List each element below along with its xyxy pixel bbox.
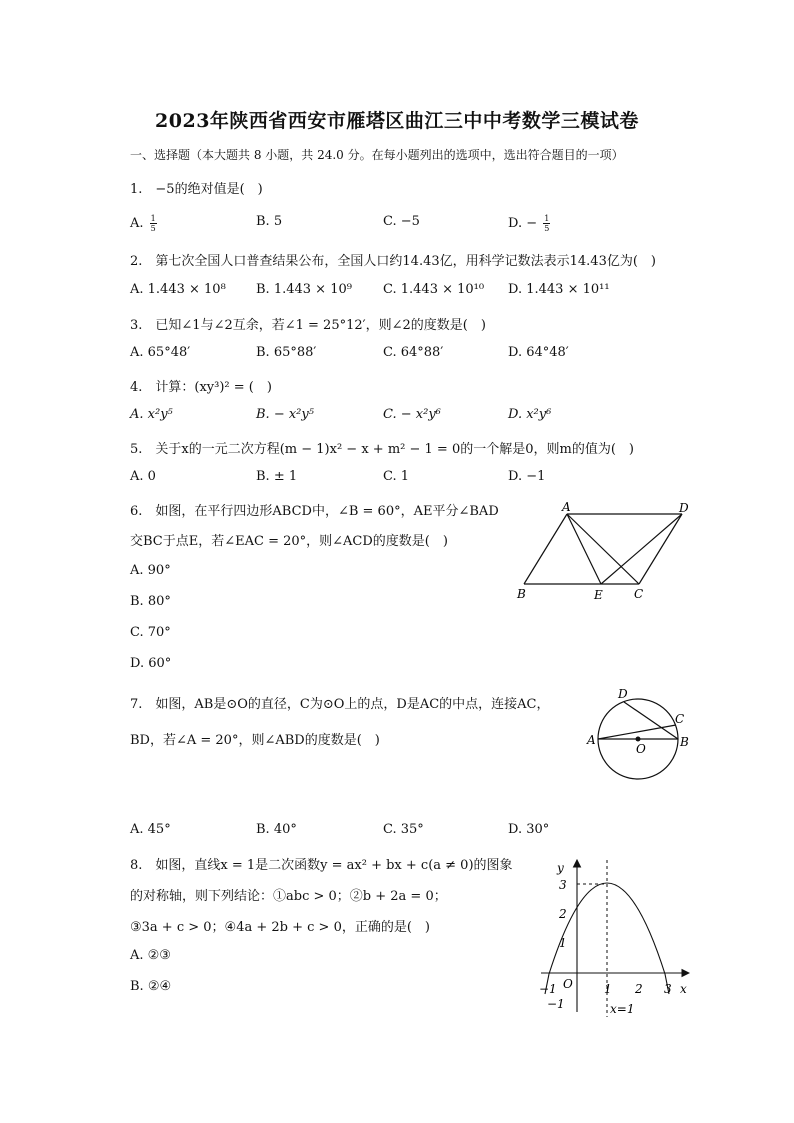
q8-stem-line3: ③3a + c > 0；④4a + 2b + c > 0，正确的是( ) xyxy=(130,920,430,935)
q1-option-c: C. −5 xyxy=(383,214,420,229)
q6-option-a: A. 90° xyxy=(130,563,171,578)
segment-ac xyxy=(567,514,639,584)
q2-option-a: A. 1.443 × 10⁸ xyxy=(130,282,226,297)
q3-option-d: D. 64°48′ xyxy=(508,345,569,360)
fraction-numerator: 1 xyxy=(544,214,550,223)
q4-option-d: D. x²y⁶ xyxy=(508,407,552,422)
q4-option-a: A. x²y⁵ xyxy=(130,407,173,422)
q6-option-b: B. 80° xyxy=(130,594,171,609)
fraction xyxy=(150,214,157,233)
q5-option-a: A. 0 xyxy=(130,469,156,484)
label-a: A xyxy=(587,733,596,747)
label-b: B xyxy=(517,587,526,601)
segment-ab xyxy=(524,514,567,584)
label-x: x xyxy=(680,982,687,996)
q7-stem-line2: BD，若∠A = 20°，则∠ABD的度数是( ) xyxy=(130,733,380,748)
fraction-numerator: 1 xyxy=(150,214,156,223)
q7-option-d: D. 30° xyxy=(508,822,550,837)
q7-option-b: B. 40° xyxy=(256,822,297,837)
q7-stem-line1: 7. 如图，AB是⊙O的直径，C为⊙O上的点，D是AC的中点，连接AC， xyxy=(130,697,550,712)
q7-option-a: A. 45° xyxy=(130,822,171,837)
q1-stem: 1. −5的绝对值是( ) xyxy=(130,182,263,197)
fraction-denominator: 5 xyxy=(544,224,550,233)
q5-option-c: C. 1 xyxy=(383,469,410,484)
q3-option-b: B. 65°88′ xyxy=(256,345,317,360)
tick-y2: 2 xyxy=(559,907,567,921)
q5-option-b: B. ± 1 xyxy=(256,469,298,484)
q1-option-a xyxy=(130,214,159,233)
q6-option-c: C. 70° xyxy=(130,625,171,640)
label-origin: O xyxy=(563,977,573,991)
q3-stem: 3. 已知∠1与∠2互余，若∠1 = 25°12′，则∠2的度数是( ) xyxy=(130,318,486,333)
label-a: A xyxy=(562,500,571,514)
label-c: C xyxy=(675,712,685,726)
label-o: O xyxy=(636,742,646,756)
q8-option-b: B. ②④ xyxy=(130,979,172,994)
center-point-o xyxy=(636,737,641,742)
label-b: B xyxy=(680,735,689,749)
label-c: C xyxy=(634,587,644,601)
q6-stem-line2: 交BC于点E，若∠EAC = 20°，则∠ACD的度数是( ) xyxy=(130,534,448,549)
tick-y-neg1: −1 xyxy=(547,997,565,1011)
q6-option-d: D. 60° xyxy=(130,656,172,671)
segment-cd xyxy=(639,514,682,584)
label-e: E xyxy=(594,588,603,602)
q4-stem: 4. 计算：(xy³)² = ( ) xyxy=(130,380,272,395)
segment-de xyxy=(601,514,682,584)
q6-stem-line1: 6. 如图，在平行四边形ABCD中，∠B = 60°，AE平分∠BAD xyxy=(130,504,499,519)
tick-x3: 3 xyxy=(664,982,672,996)
q2-option-d: D. 1.443 × 10¹¹ xyxy=(508,282,610,297)
fraction-denominator: 5 xyxy=(150,224,156,233)
q3-option-a: A. 65°48′ xyxy=(130,345,191,360)
q7-option-c: C. 35° xyxy=(383,822,424,837)
q4-option-c: C. − x²y⁶ xyxy=(383,407,441,422)
segment-ae xyxy=(567,514,601,584)
q8-parabola-figure xyxy=(533,852,698,1022)
exam-title: 2023年陕西省西安市雁塔区曲江三中中考数学三模试卷 xyxy=(155,110,639,132)
fraction xyxy=(543,214,550,233)
section-heading: 一、选择题（本大题共 8 小题，共 24.0 分。在每小题列出的选项中，选出符合题目的一项） xyxy=(130,148,624,162)
q1-option-d xyxy=(508,214,552,233)
q2-option-b: B. 1.443 × 10⁹ xyxy=(256,282,352,297)
label-axis-x1: x=1 xyxy=(610,1002,635,1016)
q5-option-d: D. −1 xyxy=(508,469,546,484)
q8-stem-line2: 的对称轴，则下列结论：①abc > 0；②b + 2a = 0； xyxy=(130,889,447,904)
q1-option-d-label: D. − xyxy=(508,216,538,231)
tick-y3: 3 xyxy=(559,878,567,892)
q1-option-a-label: A. xyxy=(130,216,144,231)
q2-stem: 2. 第七次全国人口普查结果公布，全国人口约14.43亿，用科学记数法表示14.43亿为( ) xyxy=(130,254,656,269)
label-d: D xyxy=(618,687,628,701)
q5-stem: 5. 关于x的一元二次方程(m − 1)x² − x + m² − 1 = 0的一个解是0，则m的值为( ) xyxy=(130,442,634,457)
q8-option-a: A. ②③ xyxy=(130,948,171,963)
tick-y1: 1 xyxy=(559,936,567,950)
q6-parallelogram-figure xyxy=(510,498,700,604)
tick-x1: 1 xyxy=(604,982,612,996)
q7-circle-figure xyxy=(582,683,694,783)
tick-x2: 2 xyxy=(635,982,643,996)
q4-option-b: B. − x²y⁵ xyxy=(256,407,314,422)
label-d: D xyxy=(679,501,689,515)
label-y: y xyxy=(557,861,564,875)
q2-option-c: C. 1.443 × 10¹⁰ xyxy=(383,282,485,297)
q8-stem-line1: 8. 如图，直线x = 1是二次函数y = ax² + bx + c(a ≠ 0)的图象 xyxy=(130,858,513,873)
q3-option-c: C. 64°88′ xyxy=(383,345,444,360)
q1-option-b: B. 5 xyxy=(256,214,283,229)
tick-x-neg1: −1 xyxy=(539,982,557,996)
